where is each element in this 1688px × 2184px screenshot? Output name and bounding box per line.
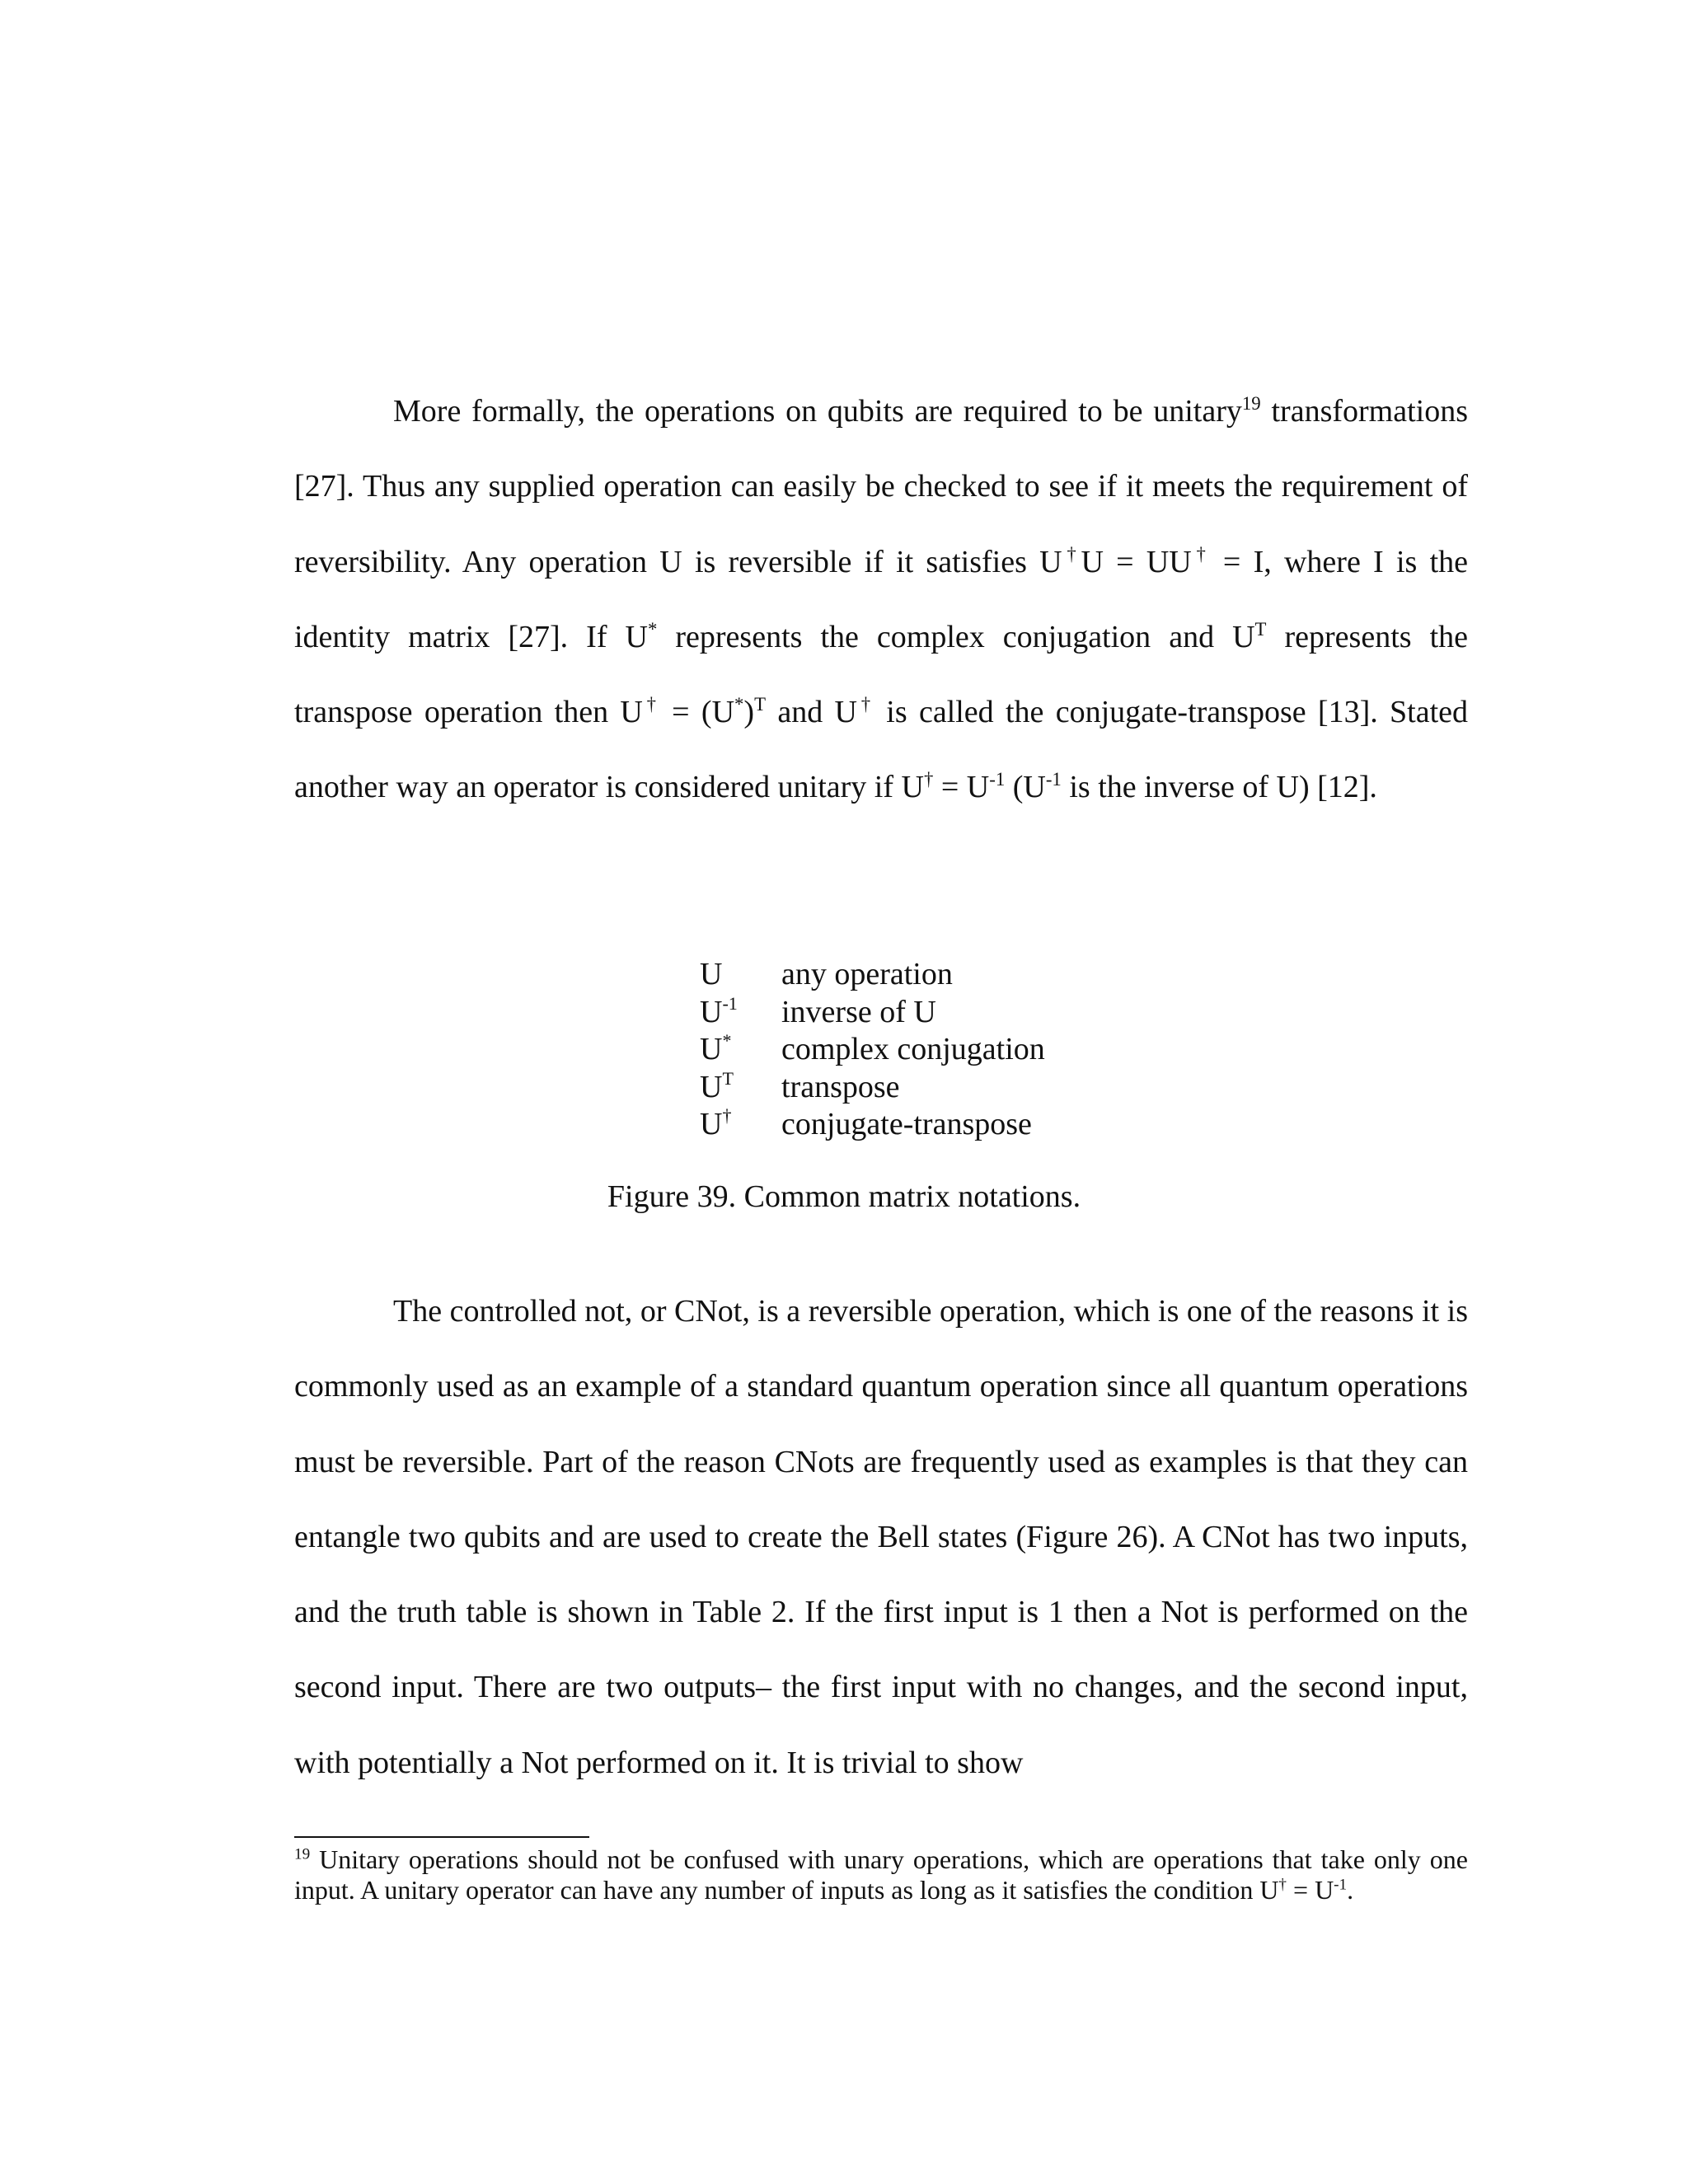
text: = (U bbox=[659, 695, 735, 730]
text: = U bbox=[1287, 1875, 1334, 1905]
star-sup: * bbox=[734, 694, 744, 715]
notation-symbol: U* bbox=[700, 1030, 732, 1067]
notation-symbol: $U^T$ bbox=[700, 1067, 734, 1104]
text: represents the transpose operation then U bbox=[294, 619, 1468, 730]
text: . bbox=[1347, 1875, 1354, 1905]
notation-row bbox=[700, 956, 1045, 994]
transpose-sup: T bbox=[1254, 618, 1267, 640]
inverse-sup: -1 bbox=[1045, 769, 1062, 790]
dagger-sup: † bbox=[923, 769, 934, 790]
paragraph-cnot bbox=[294, 1274, 1468, 1801]
footnote-divider bbox=[294, 1836, 589, 1838]
text: is called the conjugate-transpose [13]. Stated another way an operator is considered unitary if U bbox=[294, 695, 1469, 805]
matrix-notation-table bbox=[700, 956, 1045, 1144]
dagger-sup: † bbox=[1062, 543, 1081, 565]
notation-description: inverse of U bbox=[781, 994, 936, 1029]
text: ) bbox=[743, 695, 755, 730]
footnote-ref[interactable]: 19 bbox=[1241, 392, 1261, 414]
notation-description: transpose bbox=[781, 1069, 900, 1104]
figure-caption: Figure 39. Common matrix notations. bbox=[607, 1179, 1081, 1214]
footnote-19 bbox=[294, 1844, 1468, 1905]
text: U = UU bbox=[1081, 544, 1192, 579]
notation-symbol: U† bbox=[700, 1105, 732, 1142]
notation-description: conjugate-transpose bbox=[781, 1107, 1032, 1142]
text: More formally, the operations on qubits are required to be unitary bbox=[393, 394, 1242, 429]
text: represents the complex conjugation and U bbox=[657, 619, 1255, 654]
dagger-sup: † bbox=[1278, 1876, 1287, 1894]
text: and U bbox=[766, 695, 857, 730]
notation-symbol: U bbox=[700, 957, 723, 991]
text: The controlled not, or CNot, is a reversible operation, which is one of the reasons it is commonly used as an example of a standard quantum operation since all quantum operations must be reversible. Part of the reason CNots are frequently used as examples is that they can entangle two qubits and are used to create the Bell states (Figure 26). A CNot has two inputs, and the truth table is shown in Table 2. If the first input is 1 then a Not is performed on the second input. There are two outputs– the first input with no changes, and the second input, with potentially a Not performed on it. It is trivial to show bbox=[294, 1294, 1468, 1780]
notation-row bbox=[700, 1031, 1045, 1069]
notation-description: complex conjugation bbox=[781, 1032, 1045, 1067]
notation-description: any operation bbox=[781, 957, 953, 991]
text: Unitary operations should not be confused with unary operations, which are operations that take only one input. A unitary operator can have any number of inputs as long as it satisfies the condition U bbox=[294, 1844, 1468, 1905]
footnote-number: 19 bbox=[294, 1845, 311, 1863]
inverse-sup: -1 bbox=[1334, 1876, 1348, 1894]
notation-row bbox=[700, 1106, 1045, 1144]
text: = I, where I is the identity matrix [27]. If U bbox=[294, 544, 1468, 654]
inverse-sup: -1 bbox=[989, 769, 1006, 790]
notation-row bbox=[700, 994, 1045, 1032]
text: = U bbox=[933, 770, 990, 805]
star-sup: * bbox=[647, 618, 658, 640]
text: (U bbox=[1005, 770, 1046, 805]
notation-symbol: $U^{-1}$ bbox=[700, 992, 738, 1029]
notation-row bbox=[700, 1069, 1045, 1107]
transpose-sup: T bbox=[754, 694, 767, 715]
dagger-sup: † bbox=[642, 694, 660, 715]
dagger-sup: † bbox=[1191, 543, 1211, 565]
text: is the inverse of U) [12]. bbox=[1061, 770, 1377, 805]
paragraph-unitary bbox=[294, 374, 1468, 826]
dagger-sup: † bbox=[856, 694, 874, 715]
text: transformations [27]. Thus any supplied operation can easily be checked to see if it meets the requirement of reversibility. Any operation U is reversible if it satisfies U bbox=[294, 394, 1468, 579]
